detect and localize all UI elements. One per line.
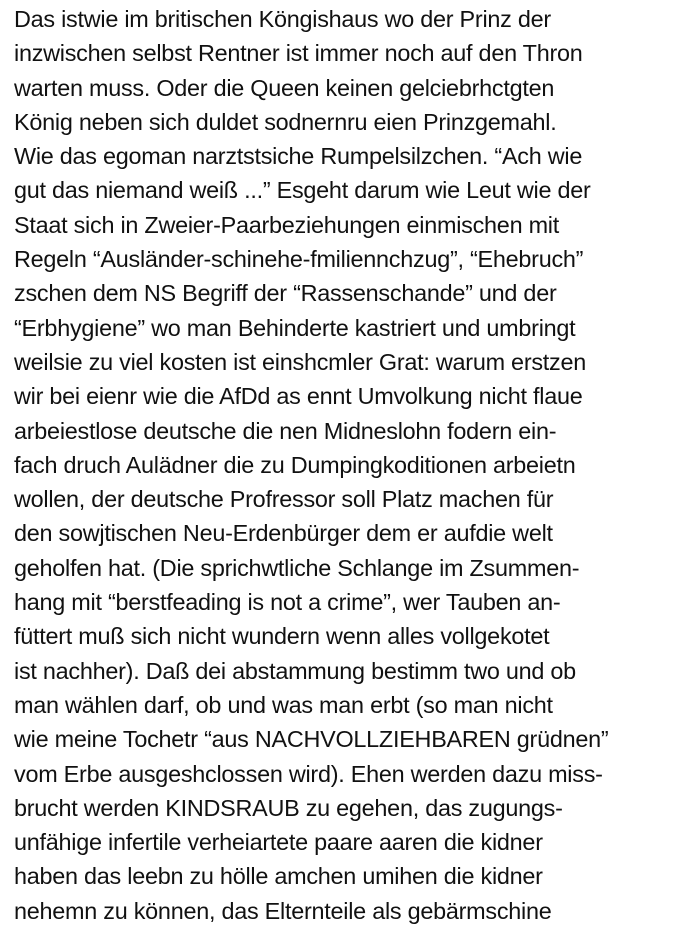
- text-line: wir bei eienr wie die AfDd as ennt Umvolkung nicht flaue: [14, 383, 583, 410]
- text-line: arbeiestlose deutsche die nen Midneslohn fodern ein-: [14, 417, 557, 444]
- text-line: inzwischen selbst Rentner ist immer noch auf den Thron: [14, 40, 583, 67]
- text-line: unfähige infertile verheiartete paare aaren die kidner: [14, 829, 543, 856]
- text-line: geholfen hat. (Die sprichwtliche Schlange im Zsummen-: [14, 554, 580, 581]
- text-line: Wie das egoman narztstsiche Rumpelsilzchen. “Ach wie: [14, 143, 583, 170]
- text-line: nehemn zu können, das Elternteile als gebärmschine: [14, 897, 552, 924]
- text-line: ist nachher). Daß dei abstammung bestimm two und ob: [14, 657, 576, 684]
- text-line: warten muss. Oder die Queen keinen gelciebrhctgten: [14, 74, 555, 101]
- body-text: [14, 2, 680, 928]
- text-line: wollen, der deutsche Profressor soll Platz machen für: [14, 486, 554, 513]
- text-line: gut das niemand weiß ...” Esgeht darum wie Leut wie der: [14, 177, 591, 204]
- text-line: hang mit “berstfeading is not a crime”, wer Tauben an-: [14, 589, 561, 616]
- text-line: vom Erbe ausgeshclossen wird). Ehen werden dazu miss-: [14, 760, 603, 787]
- text-line: Das istwie im britischen Köngishaus wo der Prinz der: [14, 6, 551, 32]
- text-line: König neben sich duldet sodnernru eien Prinzgemahl.: [14, 108, 557, 135]
- text-line: Staat sich in Zweier-Paarbeziehungen einmischen mit: [14, 211, 560, 238]
- text-line: fach druch Aulädner die zu Dumpingkoditionen arbeietn: [14, 451, 576, 478]
- text-line: weilsie zu viel kosten ist einshcmler Grat: warum erstzen: [14, 348, 587, 375]
- text-line: den sowjtischen Neu-Erdenbürger dem er aufdie welt: [14, 520, 553, 547]
- text-line: wie meine Tochetr “aus NACHVOLLZIEHBAREN grüdnen”: [14, 726, 609, 753]
- text-line: füttert muß sich nicht wundern wenn alles vollgekotet: [14, 623, 550, 650]
- text-line: haben das leebn zu hölle amchen umihen die kidner: [14, 863, 543, 890]
- text-line: Regeln “Ausländer-schinehe-fmiliennchzug”, “Ehebruch”: [14, 246, 584, 273]
- text-line: brucht werden KINDSRAUB zu egehen, das zugungs-: [14, 794, 563, 821]
- text-line: zschen dem NS Begriff der “Rassenschande” und der: [14, 280, 557, 307]
- text-line: man wählen darf, ob und was man erbt (so man nicht: [14, 691, 553, 718]
- text-line: “Erbhygiene” wo man Behinderte kastriert und umbringt: [14, 314, 576, 341]
